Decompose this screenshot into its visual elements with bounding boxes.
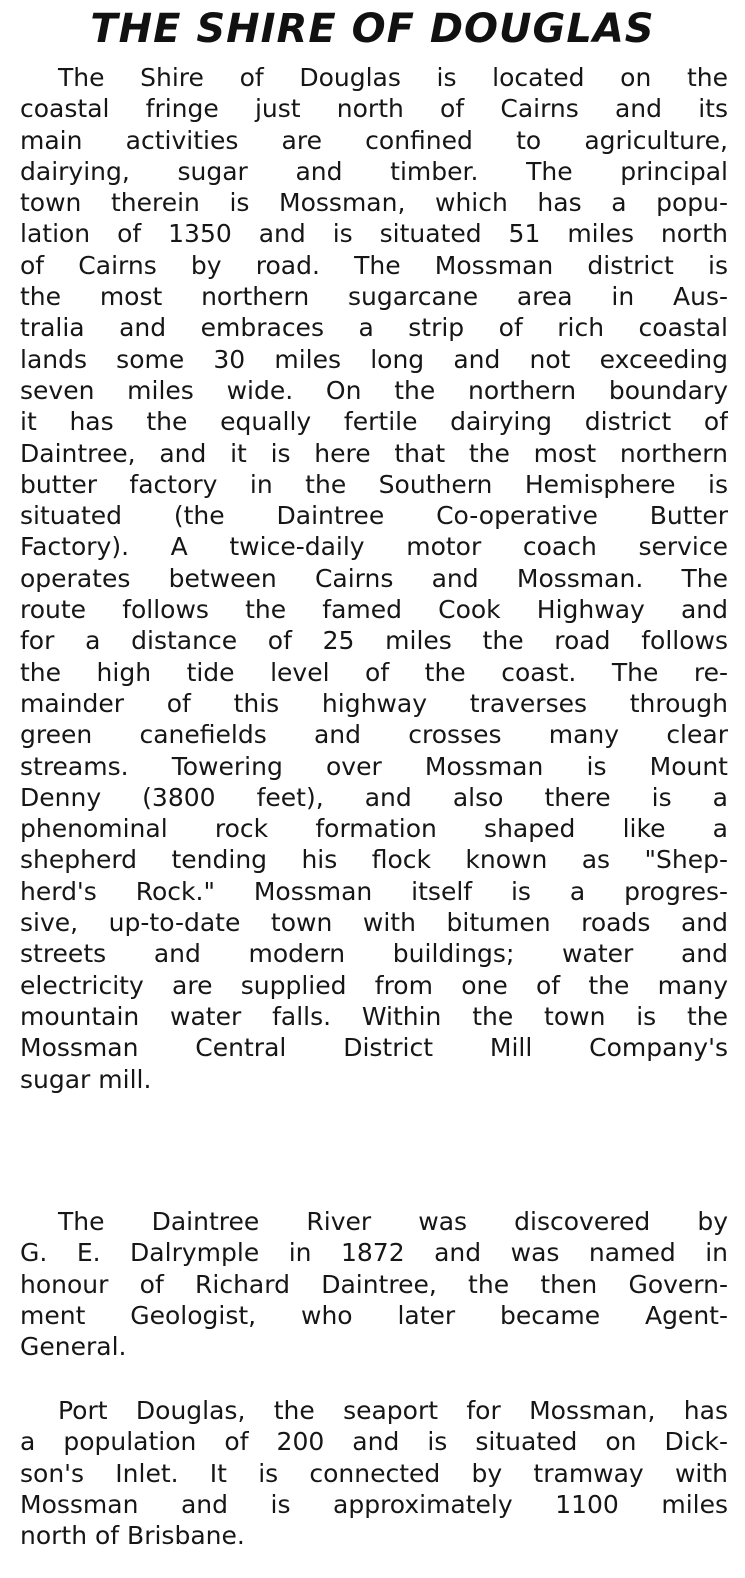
text-line: town therein is Mossman, which has a popu- — [20, 188, 728, 218]
text-line: Mossman and is approximately 1100 miles — [20, 1489, 728, 1519]
text-line: of Cairns by road. The Mossman district is — [20, 250, 728, 280]
text-line: The Shire of Douglas is located on the — [58, 63, 728, 92]
text-line: situated (the Daintree Co-operative Butter — [20, 501, 728, 531]
text-line: sugar mill. — [20, 1064, 152, 1094]
paragraph-port-douglas — [20, 1395, 728, 1551]
text-line: streams. Towering over Mossman is Mount — [20, 751, 728, 781]
text-line: ment Geologist, who later became Agent- — [20, 1300, 728, 1330]
text-line: tralia and embraces a strip of rich coastal — [20, 313, 728, 343]
text-line: honour of Richard Daintree, the then Govern- — [20, 1269, 728, 1299]
text-line: Mossman Central District Mill Company's — [20, 1033, 728, 1063]
text-line: butter factory in the Southern Hemisphere is — [20, 469, 728, 499]
text-line: north of Brisbane. — [20, 1521, 245, 1551]
text-line: coastal fringe just north of Cairns and its — [20, 94, 728, 124]
text-line: Daintree, and it is here that the most northern — [20, 438, 728, 468]
paragraph-daintree-river — [20, 1206, 728, 1362]
text-line: green canefields and crosses many clear — [20, 720, 728, 750]
text-line: it has the equally fertile dairying district of — [20, 407, 728, 437]
text-line: main activities are confined to agriculture, — [20, 125, 728, 155]
text-line: mountain water falls. Within the town is the — [20, 1001, 728, 1031]
article-title: THE SHIRE OF DOUGLAS — [90, 6, 655, 52]
text-line: lands some 30 miles long and not exceeding — [20, 344, 728, 374]
text-line: Factory). A twice-daily motor coach service — [20, 532, 728, 562]
text-line: operates between Cairns and Mossman. The — [20, 563, 728, 593]
text-line: for a distance of 25 miles the road follows — [20, 626, 728, 656]
text-line: mainder of this highway traverses through — [20, 688, 728, 718]
text-line: G. E. Dalrymple in 1872 and was named in — [20, 1238, 728, 1268]
text-line: the most northern sugarcane area in Aus- — [20, 282, 728, 312]
text-line: sive, up-to-date town with bitumen roads and — [20, 908, 728, 938]
text-line: streets and modern buildings; water and — [20, 939, 728, 969]
text-line: a population of 200 and is situated on Dick- — [20, 1427, 728, 1457]
text-line: dairying, sugar and timber. The principal — [20, 156, 728, 186]
text-line: route follows the famed Cook Highway and — [20, 595, 728, 625]
text-line: shepherd tending his flock known as "Shep- — [20, 845, 728, 875]
paragraph-shire-description — [20, 62, 728, 1095]
text-line: son's Inlet. It is connected by tramway with — [20, 1458, 728, 1488]
text-line: The Daintree River was discovered by — [58, 1207, 728, 1236]
text-line: the high tide level of the coast. The re- — [20, 657, 728, 687]
text-line: General. — [20, 1332, 127, 1362]
text-line: electricity are supplied from one of the many — [20, 970, 728, 1000]
text-line: phenominal rock formation shaped like a — [20, 814, 728, 844]
text-line: seven miles wide. On the northern boundary — [20, 375, 728, 405]
text-line: Denny (3800 feet), and also there is a — [20, 782, 728, 812]
text-line: lation of 1350 and is situated 51 miles north — [20, 219, 728, 249]
text-line: herd's Rock." Mossman itself is a progres- — [20, 876, 728, 906]
text-line: Port Douglas, the seaport for Mossman, has — [58, 1396, 728, 1425]
